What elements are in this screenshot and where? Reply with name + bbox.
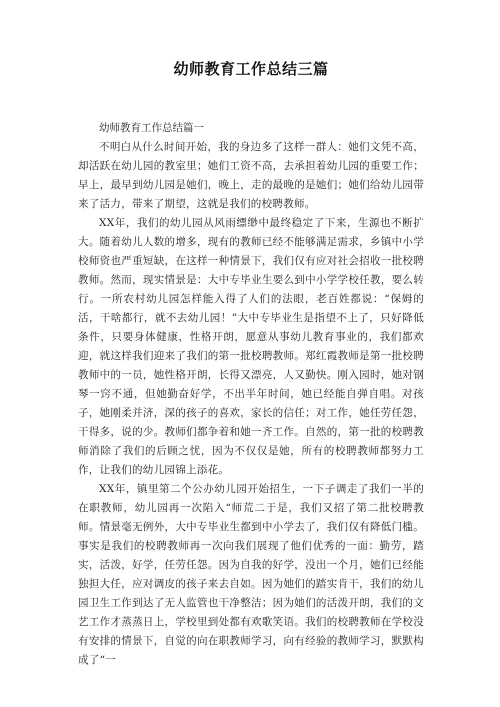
paragraph-3: XX年，镇里第二个公办幼儿园开始招生，一下子调走了我们一半的在职教师，幼儿园再一次陷入“师荒二于是，我们又招了第二批校聘教师。情景毫无例外，大中专毕业生都到中小学去了，我们仅有降低门槛。事实是我们的校聘教师再一次向我们展现了他们优秀的一面：勤劳，踏实，活泼，好学，任劳任怨。因为自我的好学，没出一个月，她们已经能独担大任，应对调皮的孩子来去自如。因为她们的踏实肯干，我们的幼儿园卫生工作到达了无人监管也干净整洁；因为她们的活泼开朗，我们的文艺工作才蒸蒸日上，学校里到处都有欢歌笑语。我们的校聘教师在学校没有安排的情景下，自觉的向在职教师学习，向有经验的教师学习，默默构成了“一: [78, 483, 424, 666]
paragraph-1: 不明白从什么时间开始，我的身边多了这样一群人：她们文凭不高，却活跃在幼儿园的教室里；她们工资不高，去承担着幼儿园的重要工作；早上，最早到幼儿园是她们，晚上，走的最晚的是她们；她们给幼儿园带来了活力，带来了期望，这就是我们的校聘教师。: [78, 141, 424, 210]
section-heading: 幼师教育工作总结篇一: [99, 122, 204, 134]
document-title: 幼师教育工作总结三篇: [173, 60, 329, 78]
paragraph-2: XX年，我们的幼儿园从风雨缥缈中最终稳定了下来，生源也不断扩大。随着幼儿人数的增多，现有的教师已经不能够满足需求，乡镇中小学校师资也严重短缺，在这样一种情景下，我们仅有应对社会招收一批校聘教师。然而，现实情景是：大中专毕业生要么到中小学学校任教，要么转行。一所农村幼儿园怎样能入得了人们的法眼，老百姓都说：“保姆的活，干啥都行，就不去幼儿园！”大中专毕业生是指望不上了，只好降低条件，只要身体健康，性格开朗，愿意从事幼儿教育事业的，我们都欢迎，就这样我们迎来了我们的第一批校聘教师。郑红霞教师是第一批校聘教师中的一员，她性格开朗，长得又漂亮，人又勤快。刚入园时，她对钢琴一窍不通，但她勤奋好学，不出半年时间，她已经能自弹自唱。对孩子，她刚柔并济，深的孩子的喜欢，家长的信任；对工作，她任劳任怨，干得多，说的少。教师们都争着和她一齐工作。自然的，第一批的校聘教师消除了我们的后顾之忧，因为不仅仅是她，所有的校聘教师都努力工作，让我们的幼儿园锦上添花。: [78, 217, 424, 476]
